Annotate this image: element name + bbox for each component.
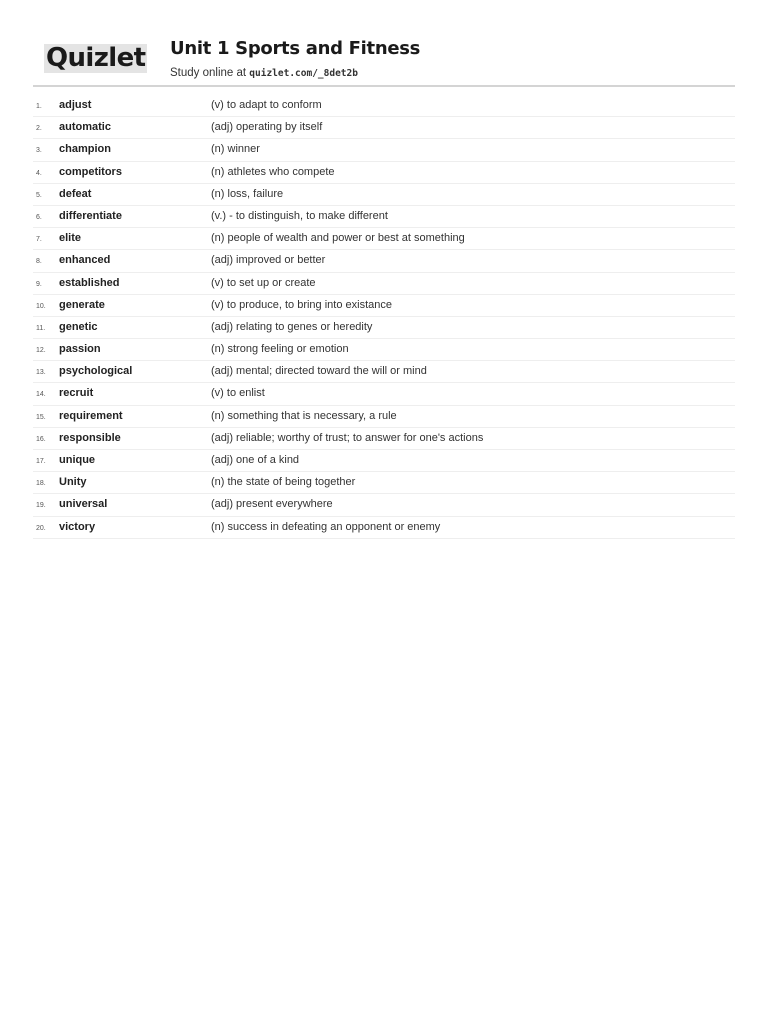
study-online-note	[170, 66, 358, 81]
term-row	[33, 428, 735, 450]
term-word: champion	[59, 143, 111, 156]
term-row	[33, 273, 735, 295]
term-definition: (adj) relating to genes or heredity	[211, 320, 373, 333]
term-definition: (adj) mental; directed toward the will or mind	[211, 365, 427, 378]
sheet-header	[33, 34, 735, 85]
term-row	[33, 117, 735, 139]
term-number: 4.	[36, 169, 42, 177]
term-word: generate	[59, 298, 105, 311]
term-definition: (adj) present everywhere	[211, 498, 333, 511]
term-word: requirement	[59, 409, 123, 422]
term-definition: (adj) reliable; worthy of trust; to answer for one's actions	[211, 431, 484, 444]
term-definition: (v) to adapt to conform	[211, 99, 322, 111]
term-number: 19.	[36, 502, 46, 510]
term-number: 11.	[36, 324, 46, 332]
term-number: 13.	[36, 369, 46, 377]
term-number: 10.	[36, 302, 46, 310]
term-definition: (v) to set up or create	[211, 276, 316, 289]
term-word: defeat	[59, 187, 92, 200]
term-word: universal	[59, 498, 108, 511]
term-definition: (n) people of wealth and power or best at something	[211, 232, 465, 245]
term-definition: (v) to produce, to bring into existance	[211, 298, 392, 311]
term-word: victory	[59, 520, 96, 533]
term-row	[33, 95, 735, 117]
term-definition: (v.) - to distinguish, to make different	[211, 209, 388, 222]
term-row	[33, 383, 735, 405]
term-definition: (adj) operating by itself	[211, 121, 323, 134]
term-number: 18.	[36, 480, 46, 488]
term-word: passion	[59, 343, 101, 356]
term-row	[33, 295, 735, 317]
term-row	[33, 406, 735, 428]
term-word: differentiate	[59, 209, 122, 222]
term-word: genetic	[59, 320, 98, 333]
term-word: Unity	[59, 476, 87, 489]
term-word: recruit	[59, 387, 94, 400]
term-row	[33, 517, 735, 539]
term-row	[33, 206, 735, 228]
term-definition: (n) something that is necessary, a rule	[211, 409, 397, 422]
term-number: 3.	[36, 147, 42, 155]
term-word: psychological	[59, 365, 133, 378]
term-row	[33, 184, 735, 206]
header-divider	[33, 85, 735, 87]
term-word: adjust	[59, 99, 92, 111]
term-definition: (n) athletes who compete	[211, 165, 335, 178]
term-definition: (adj) improved or better	[211, 254, 326, 267]
term-row	[33, 139, 735, 161]
term-number: 15.	[36, 413, 46, 421]
term-number: 8.	[36, 258, 42, 266]
term-row	[33, 494, 735, 516]
term-word: enhanced	[59, 254, 111, 267]
term-row	[33, 339, 735, 361]
term-number: 7.	[36, 236, 42, 244]
term-definition: (v) to enlist	[211, 387, 265, 400]
term-number: 5.	[36, 191, 42, 199]
term-word: elite	[59, 232, 82, 245]
term-word: competitors	[59, 165, 122, 178]
term-row	[33, 472, 735, 494]
term-word: unique	[59, 454, 96, 466]
term-list	[33, 95, 735, 539]
term-row	[33, 317, 735, 339]
term-word: responsible	[59, 431, 121, 444]
term-number: 1.	[36, 103, 42, 110]
term-row	[33, 450, 735, 472]
term-number: 17.	[36, 458, 46, 465]
term-number: 14.	[36, 391, 46, 399]
term-number: 16.	[36, 435, 46, 443]
term-row	[33, 228, 735, 250]
term-word: established	[59, 276, 120, 289]
term-number: 6.	[36, 213, 42, 221]
term-number: 20.	[36, 524, 46, 532]
term-definition: (n) loss, failure	[211, 187, 284, 200]
term-number: 9.	[36, 280, 42, 288]
study-online-label: Study online at	[170, 67, 250, 79]
term-definition: (n) success in defeating an opponent or enemy	[211, 520, 441, 533]
term-definition: (adj) one of a kind	[211, 454, 300, 466]
quizlet-logo: Quizlet	[46, 43, 146, 73]
term-number: 2.	[36, 125, 42, 133]
term-definition: (n) strong feeling or emotion	[211, 343, 349, 356]
term-definition: (n) winner	[211, 143, 260, 156]
study-online-url[interactable]: quizlet.com/_8det2b	[249, 68, 358, 79]
term-definition: (n) the state of being together	[211, 476, 356, 489]
term-number: 12.	[36, 347, 46, 355]
term-row	[33, 250, 735, 272]
term-row	[33, 162, 735, 184]
term-row	[33, 361, 735, 383]
set-title: Unit 1 Sports and Fitness	[170, 38, 421, 59]
term-word: automatic	[59, 121, 111, 134]
